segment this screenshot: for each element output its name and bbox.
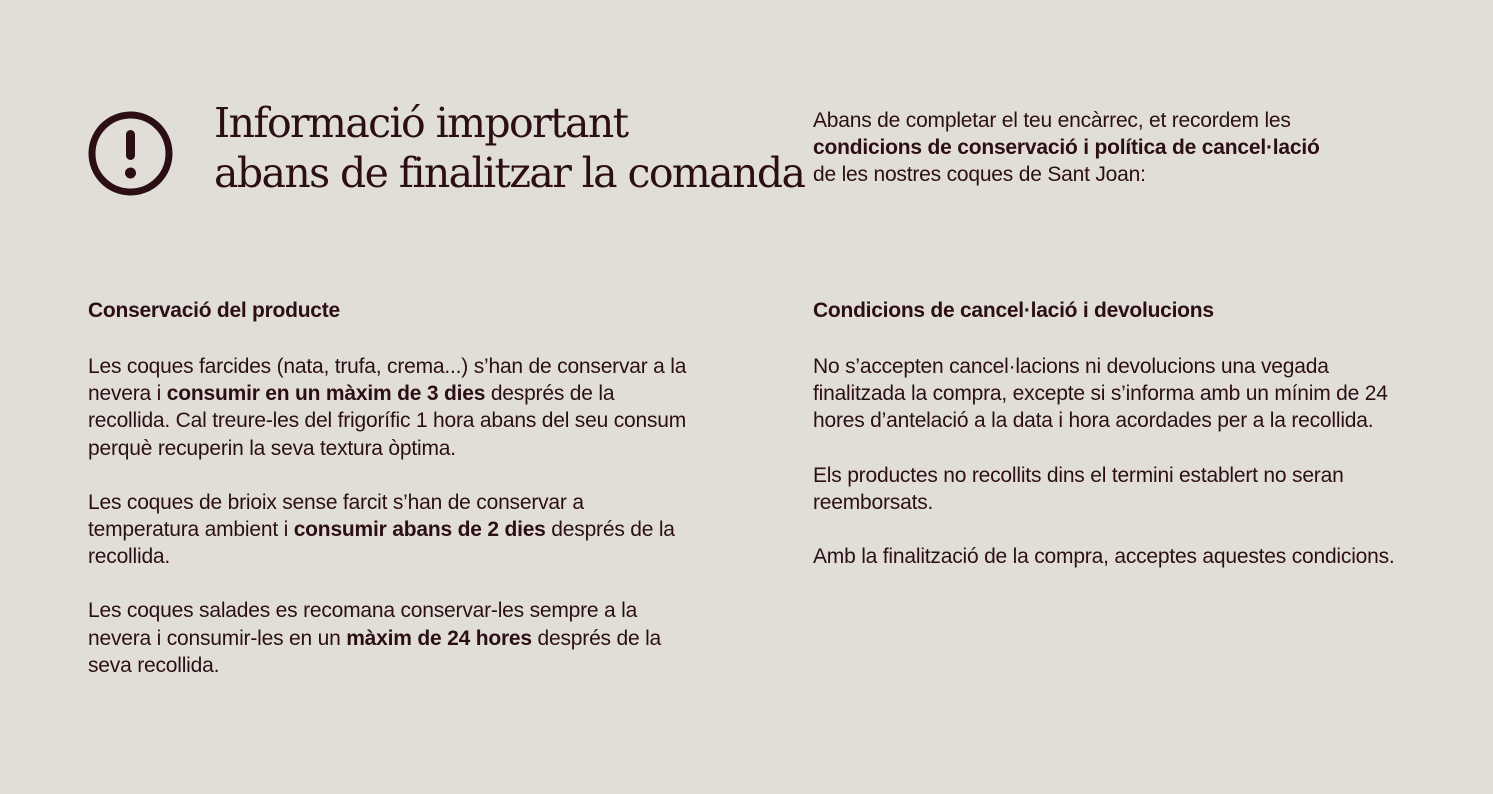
conservation-p3-after: després de la seva recollida.	[88, 626, 662, 677]
conservation-section	[88, 296, 688, 706]
conservation-p1-bold: consumir en un màxim de 3 dies	[166, 382, 486, 406]
cancellation-section	[813, 296, 1413, 597]
conservation-heading: Conservació del producte	[88, 299, 340, 322]
intro-text-after: de les nostres coques de Sant Joan:	[813, 163, 1146, 187]
intro-text	[813, 107, 1333, 189]
exclamation-circle-icon	[87, 110, 175, 198]
conservation-p1-before: Les coques farcides (nata, trufa, crema...) s’han de conservar a la nevera i	[88, 355, 687, 406]
conservation-p2-before: Les coques de brioix sense farcit s’han de conservar a temperatura ambient i	[88, 490, 584, 542]
title-line-1: Informació important	[214, 99, 628, 147]
cancellation-paragraph-no-refund: Els productes no recollits dins el termini establert no seran reemborsats.	[813, 463, 1344, 514]
page-title	[214, 98, 804, 198]
cancellation-paragraph-policy: No s’accepten cancel·lacions ni devolucions una vegada finalitzada la compra, excepte si s’informa amb un mínim de 24 hores d’antelació a la data i hora acordades per a la recollida.	[813, 355, 1388, 433]
conservation-paragraph-filled	[88, 353, 688, 462]
cancellation-heading: Condicions de cancel·lació i devolucions	[813, 299, 1214, 322]
intro-text-before: Abans de completar el teu encàrrec, et recordem les	[813, 109, 1291, 132]
conservation-p2-bold: consumir abans de 2 dies	[293, 518, 546, 542]
conservation-paragraph-salted	[88, 597, 688, 679]
conservation-p1-after: després de la recollida. Cal treure-les del frigorífic 1 hora abans del seu consum perquè recuperin la seva textura òptima.	[88, 382, 687, 460]
conservation-p2-after: després de la recollida.	[88, 518, 675, 569]
intro-text-bold: condicions de conservació i política de cancel·lació	[813, 136, 1320, 160]
title-line-2: abans de finalitzar la comanda	[214, 149, 805, 197]
conservation-p3-bold: màxim de 24 hores	[346, 626, 532, 650]
conservation-paragraph-brioix	[88, 489, 688, 571]
cancellation-paragraph-acceptance: Amb la finalització de la compra, acceptes aquestes condicions.	[813, 545, 1395, 569]
conservation-p3-before: Les coques salades es recomana conservar-les sempre a la nevera i consumir-les en un	[88, 599, 638, 650]
